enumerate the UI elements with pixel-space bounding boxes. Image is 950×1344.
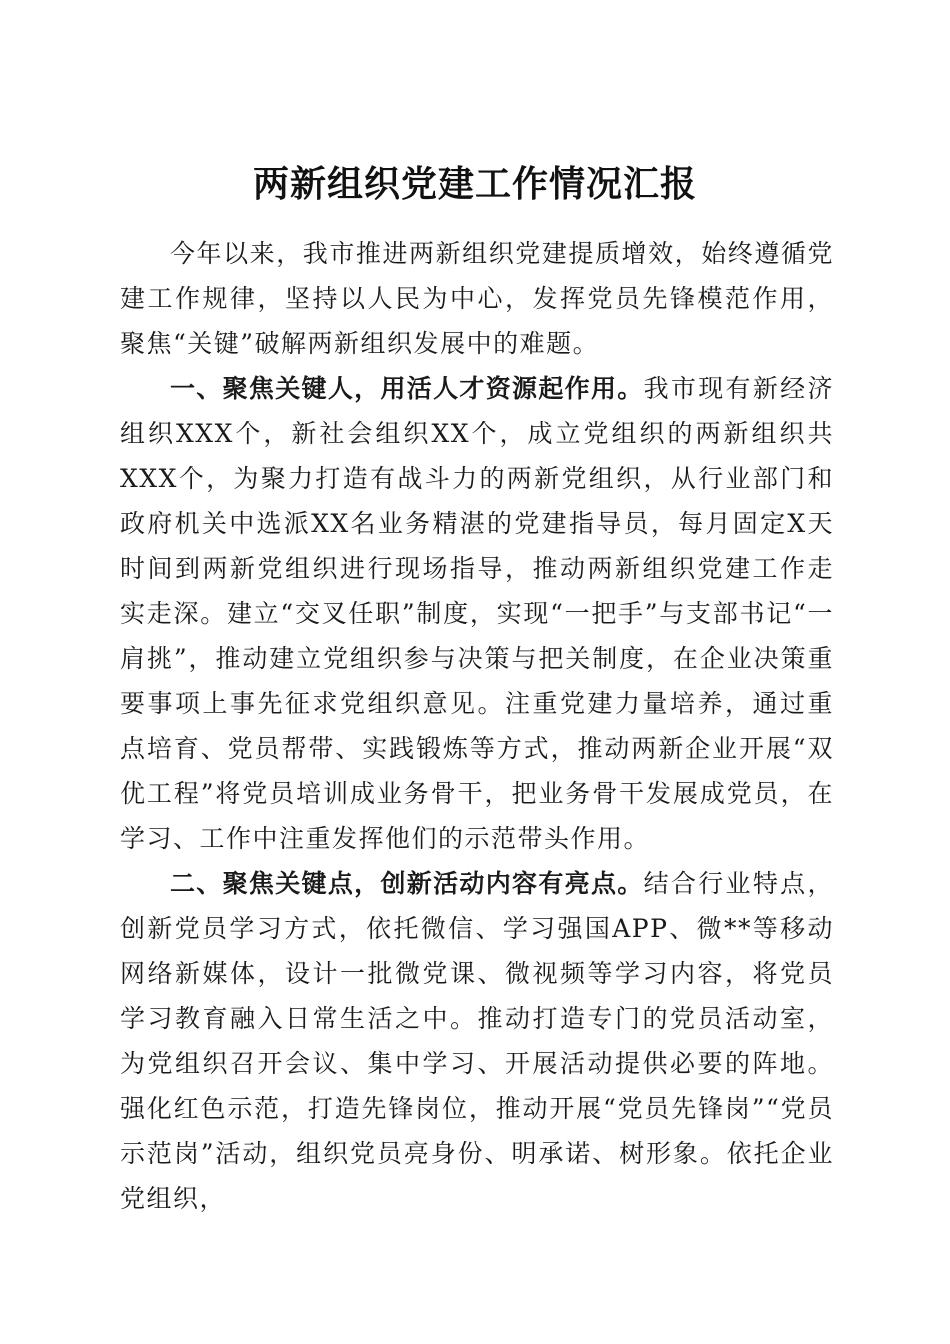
- intro-paragraph: 今年以来，我市推进两新组织党建提质增效，始终遵循党建工作规律，坚持以人民为中心，发挥党员先锋模范作用，聚焦“关键”破解两新组织发展中的难题。: [120, 239, 834, 358]
- document-title: 两新组织党建工作情况汇报: [252, 163, 697, 206]
- section-1-heading: 一、聚焦关键人，用活人才资源起作用。: [170, 374, 644, 403]
- section-1-text: 我市现有新经济组织XXX个，新社会组织XX个，成立党组织的两新组织共XXX个，为聚力打造有战斗力的两新党组织，从行业部门和政府机关中选派XX名业务精湛的党建指导员，每月固定X天时间到两新党组织进行现场指导，推动两新组织党建工作走实走深。建立“交叉任职”制度，实现“一把手”与支部书记“一肩挑”，推动建立党组织参与决策与把关制度，在企业决策重要事项上事先征求党组织意见。注重党建力量培养，通过重点培育、党员帮带、实践锻炼等方式，推动两新企业开展“双优工程”将党员培训成业务骨干，把业务骨干发展成党员，在学习、工作中注重发挥他们的示范带头作用。: [120, 374, 834, 853]
- section-2-heading: 二、聚焦关键点，创新活动内容有亮点。: [170, 869, 644, 898]
- document-body: [120, 231, 834, 1221]
- section-1-paragraph: [120, 366, 834, 861]
- section-2-text: 结合行业特点，创新党员学习方式，依托微信、学习强国APP、微**等移动网络新媒体，设计一批微党课、微视频等学习内容，将党员学习教育融入日常生活之中。推动打造专门的党员活动室，为党组织召开会议、集中学习、开展活动提供必要的阵地。强化红色示范，打造先锋岗位，推动开展“党员先锋岗”“党员示范岗”活动，组织党员亮身份、明承诺、树形象。依托企业党组织，: [120, 869, 834, 1213]
- section-2-paragraph: [120, 861, 834, 1221]
